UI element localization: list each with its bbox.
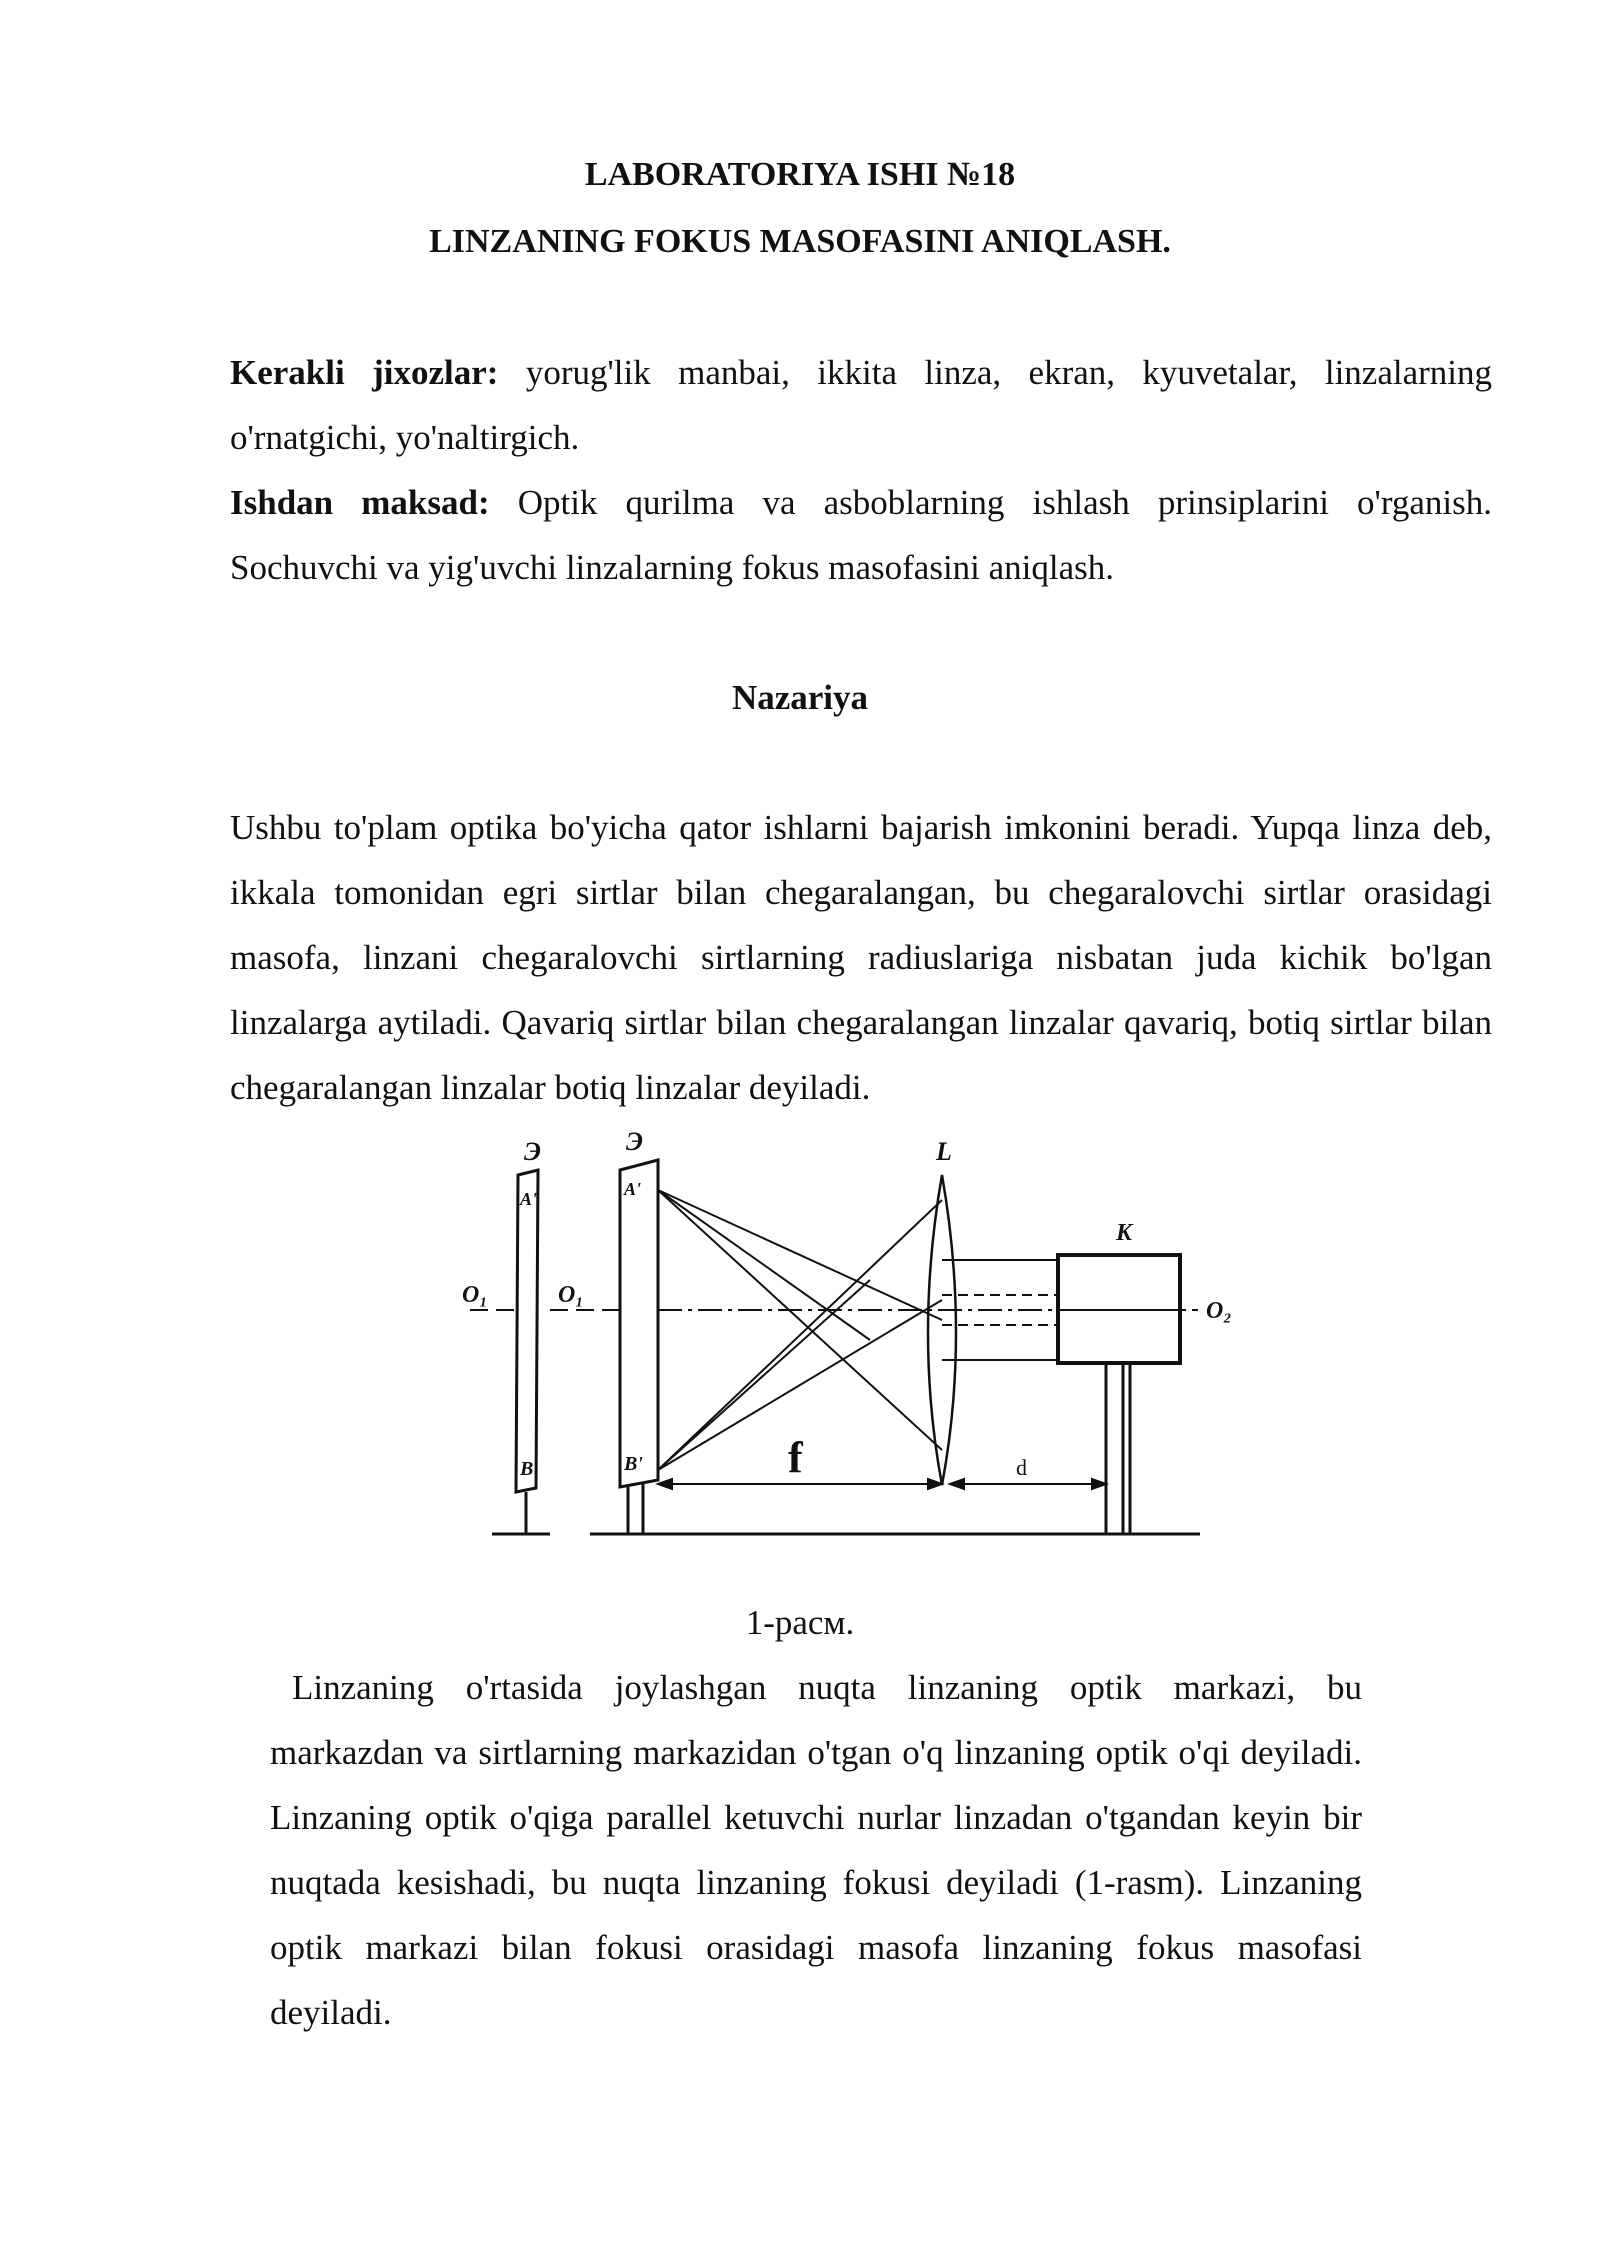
topic-title: LINZANING FOKUS MASOFASINI ANIQLASH. <box>429 223 1171 260</box>
box-label: K <box>1116 1220 1133 1246</box>
screen2-label: Э <box>626 1130 643 1156</box>
definition-paragraph <box>270 1655 1362 2045</box>
ray-b-to-axis <box>658 1280 870 1470</box>
definition-text: Linzaning o'rtasida joylashgan nuqta linzaning optik markazi, bu markazdan va sirtlarning markazidan o'tgan o'q linzaning optik o'qi deyiladi. Linzaning optik o'qiga parallel ketuvchi nurlar linzadan o'tgandan keyin bir nuqtada kesishadi, bu nuqta linzaning fokusi deyiladi (1-rasm). Linzaning optik markazi bilan fokusi orasidagi masofa linzaning fokus masofasi deyiladi. <box>270 1668 1362 2032</box>
dimension-f-arrow-left <box>658 1479 672 1489</box>
screen1-label: Э <box>524 1137 541 1166</box>
theory-paragraph: Ushbu to'plam optika bo'yicha qator ishlarni bajarish imkonini beradi. Yupqa linza deb, ikkala tomonidan egri sirtlar bilan chegaralangan, bu chegaralovchi sirtlar orasidagi masofa, linzani chegaralovchi sirtlarning radiuslariga nisbatan juda kichik bo'lgan linzalarga aytiladi. Qavariq sirtlar bilan chegaralangan linzalar qavariq, botiq sirtlar bilan chegaralangan linzalar botiq linzalar deyiladi. <box>230 808 1492 1107</box>
converging-lens <box>928 1175 956 1485</box>
a-prime-1-label: A' <box>520 1189 538 1209</box>
diagram-svg <box>440 1130 1240 1550</box>
ray-b-to-lens-top <box>658 1200 942 1470</box>
equipment-paragraph <box>230 340 1492 470</box>
a-prime-2-label: A' <box>624 1179 642 1199</box>
dimension-d-arrow-left <box>950 1479 964 1489</box>
figure-caption: 1-расм. <box>745 1603 855 1642</box>
dimension-d-arrow-right <box>1092 1479 1106 1489</box>
dimension-f-arrow-right <box>928 1479 942 1489</box>
d-label: d <box>1016 1455 1027 1480</box>
b-label: B <box>520 1458 534 1480</box>
o1-left-label: O₁ <box>462 1282 488 1308</box>
goal-paragraph <box>230 470 1492 600</box>
equipment-text: yorug'lik manbai, ikkita linza, ekran, kyuvetalar, linzalarning o'rnatgichi, yo'naltirgich. <box>230 353 1492 457</box>
ray-a-to-axis <box>658 1190 870 1340</box>
lens-label: L <box>936 1137 952 1166</box>
left-screen-panel <box>516 1170 538 1492</box>
ray-a-through-center <box>658 1190 942 1320</box>
equipment-label: Kerakli jixozlar: <box>230 353 499 392</box>
goal-label: Ishdan maksad: <box>230 483 490 522</box>
lab-title: LABORATORIYA ISHI №18 <box>584 156 1016 193</box>
ray-a-to-lens-bottom <box>658 1190 942 1450</box>
o2-label: O₂ <box>1206 1298 1232 1324</box>
theory-heading: Nazariya <box>731 678 869 717</box>
mid-screen-panel <box>620 1160 658 1487</box>
o1-mid-label: O₁ <box>558 1282 584 1308</box>
goal-text: Optik qurilma va asboblarning ishlash prinsiplarini o'rganish. Sochuvchi va yig'uvchi linzalarning fokus masofasini aniqlash. <box>230 483 1493 587</box>
b-prime-label: B' <box>624 1453 643 1475</box>
optical-bench-diagram <box>440 1130 1240 1550</box>
f-label: f <box>788 1433 803 1482</box>
